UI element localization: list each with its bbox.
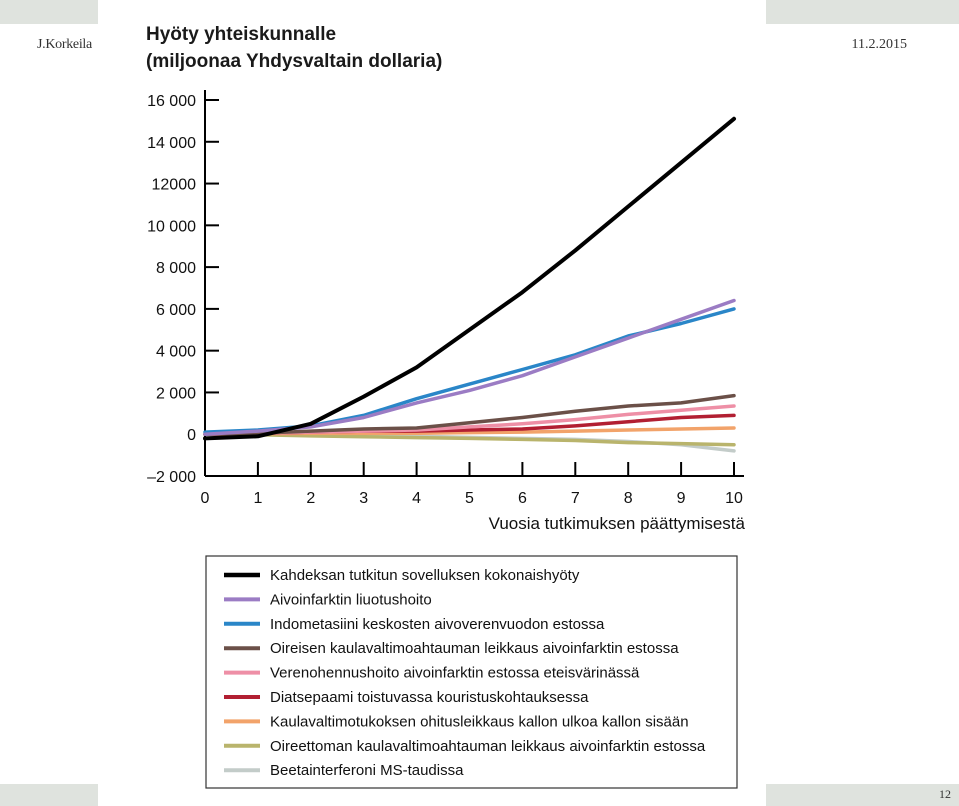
y-tick-label: 14 000	[147, 134, 196, 152]
slide-page-number: 12	[939, 787, 951, 801]
x-tick-label: 9	[676, 490, 686, 507]
legend-label-1: Kahdeksan tutkitun sovelluksen kokonaishyöty	[270, 567, 580, 584]
x-tick-label: 1	[253, 490, 263, 507]
y-tick-label: 6 000	[155, 301, 196, 319]
y-tick-label: 12000	[151, 176, 196, 194]
x-tick-label: 6	[517, 490, 527, 507]
x-tick-label: 7	[570, 490, 580, 507]
chart-title-line-2: (miljoonaa Yhdysvaltain dollaria)	[146, 51, 443, 72]
y-tick-label: 4 000	[155, 343, 196, 361]
x-tick-label: 10	[725, 490, 743, 507]
y-tick-label: 0	[187, 427, 196, 445]
x-tick-label: 5	[465, 490, 474, 507]
x-tick-label: 0	[200, 490, 210, 507]
y-tick-label: 10 000	[147, 218, 196, 236]
x-tick-label: 3	[359, 490, 369, 507]
y-tick-label: 2 000	[155, 385, 196, 403]
legend-label-7: Kaulavaltimotukoksen ohitusleikkaus kallon ulkoa kallon sisään	[270, 713, 689, 731]
x-tick-label: 4	[412, 490, 422, 507]
legend-label-8: Oireettoman kaulavaltimoahtauman leikkaus aivoinfarktin estossa	[270, 737, 706, 755]
x-axis-label: Vuosia tutkimuksen päättymisestä	[488, 514, 745, 533]
legend-label-3: Indometasiini keskosten aivoverenvuodon estossa	[270, 615, 605, 633]
legend-label-6: Diatsepaami toistuvassa kouristuskohtauksessa	[270, 689, 589, 706]
slide-author: J.Korkeila	[37, 37, 92, 52]
x-tick-label: 8	[623, 490, 633, 507]
legend-label-9: Beetainterferoni MS-taudissa	[270, 762, 464, 780]
x-tick-label: 2	[306, 490, 316, 507]
chart-figure	[98, 0, 766, 806]
y-tick-label: 16 000	[147, 93, 196, 110]
legend-label-5: Verenohennushoito aivoinfarktin estossa eteisvärinässä	[270, 664, 640, 682]
chart-title-line-1: Hyöty yhteiskunnalle	[146, 24, 337, 45]
slide-date: 11.2.2015	[851, 37, 907, 52]
y-tick-label: 8 000	[155, 260, 196, 278]
legend-label-4: Oireisen kaulavaltimoahtauman leikkaus aivoinfarktin estossa	[270, 640, 679, 658]
y-tick-label: –2 000	[147, 469, 196, 486]
series-line-2	[205, 301, 734, 435]
legend-label-2: Aivoinfarktin liuotushoito	[270, 591, 432, 609]
chart-svg	[98, 0, 766, 806]
